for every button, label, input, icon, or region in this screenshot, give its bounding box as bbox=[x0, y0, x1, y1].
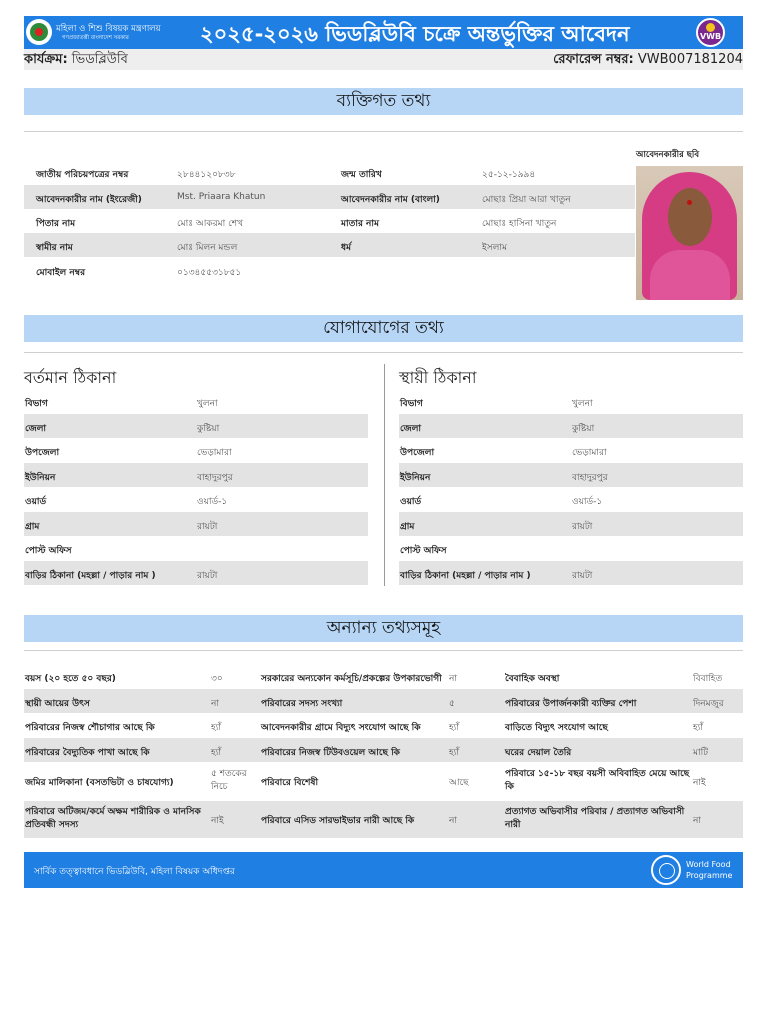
field-value: না bbox=[449, 816, 457, 826]
field-value: নাই bbox=[693, 778, 706, 788]
field-label: বয়স (২০ হতে ৫০ বছর) bbox=[25, 674, 116, 684]
field-value: ভেড়ামারা bbox=[572, 448, 607, 458]
section-personal-title: ব্যক্তিগত তথ্য bbox=[24, 88, 743, 115]
field-label: জেলা bbox=[400, 424, 422, 434]
field-value: নাই bbox=[211, 816, 224, 826]
field-value: ভেড়ামারা bbox=[197, 448, 232, 458]
field-label: ওয়ার্ড bbox=[25, 497, 47, 507]
field-label: গ্রাম bbox=[25, 522, 40, 532]
field-value: ৫ bbox=[449, 699, 455, 709]
field-label: জমির মালিকানা (বসতভিটা ও চাষযোগ্য) bbox=[25, 778, 174, 788]
reference-value: VWB007181204 bbox=[637, 52, 743, 67]
field-value: ২৮৪৪১২০৮৩৮ bbox=[177, 170, 236, 180]
field-label: পরিবারে ১৫-১৮ বছর বয়সী অবিবাহিত মেয়ে আছে কি bbox=[505, 769, 690, 792]
field-value: মোছাঃ হাসিনা খাতুন bbox=[482, 219, 557, 229]
field-value: আছে bbox=[449, 778, 469, 788]
program-label: কার্যক্রম: bbox=[24, 52, 68, 67]
field-value: মাটি bbox=[693, 748, 709, 758]
program-info bbox=[24, 50, 128, 68]
field-label: আবেদনকারীর নাম (ইংরেজী) bbox=[36, 195, 142, 205]
field-value: বাহাদুরপুর bbox=[197, 473, 233, 483]
personal-row bbox=[24, 160, 635, 184]
field-label: আবেদনকারীর গ্রামে বিদ্যুৎ সংযোগ আছে কি bbox=[261, 723, 421, 733]
permanent-address-row bbox=[399, 438, 743, 462]
field-label: জন্ম তারিখ bbox=[341, 170, 382, 180]
section-other-title: অন্যান্য তথ্যসমূহ bbox=[24, 615, 743, 642]
field-label: বাড়ির ঠিকানা (মহল্লা / পাড়ার নাম ) bbox=[25, 571, 156, 581]
field-label: পরিবারের উপার্জনকারী ব্যক্তির পেশা bbox=[505, 699, 637, 709]
field-value: হ্যাঁ bbox=[211, 723, 221, 733]
photo-label: আবেদনকারীর ছবি bbox=[636, 150, 700, 160]
field-label: ইউনিয়ন bbox=[25, 473, 56, 483]
present-address-title: বর্তমান ঠিকানা bbox=[24, 368, 117, 387]
wfp-name-line1: World Food bbox=[686, 860, 731, 869]
permanent-address-row bbox=[399, 487, 743, 511]
field-label: পোস্ট অফিস bbox=[25, 546, 72, 556]
field-label: ওয়ার্ড bbox=[400, 497, 422, 507]
field-label: পোস্ট অফিস bbox=[400, 546, 447, 556]
permanent-address-row bbox=[399, 536, 743, 560]
field-label: ইউনিয়ন bbox=[400, 473, 431, 483]
field-value: হ্যাঁ bbox=[449, 748, 459, 758]
field-label: ঘরের দেয়াল তৈরি bbox=[505, 748, 572, 758]
field-label: পরিবারের বৈদ্যুতিক পাখা আছে কি bbox=[25, 748, 150, 758]
field-label: প্রত্যাগত অভিবাসীর পরিবার / প্রত্যাগত অভিবাসী নারী bbox=[505, 807, 685, 830]
field-label: পরিবারে এসিড সারভাইভার নারী আছে কি bbox=[261, 816, 415, 826]
column-divider bbox=[384, 364, 385, 586]
field-value: বিবাহিত bbox=[693, 674, 723, 684]
field-value: রায়টা bbox=[572, 522, 593, 532]
field-value: না bbox=[211, 699, 219, 709]
ministry-name: মহিলা ও শিশু বিষয়ক মন্ত্রণালয় bbox=[56, 24, 161, 34]
field-label: উপজেলা bbox=[400, 448, 435, 458]
field-label: পরিবারে বিশেষী bbox=[261, 778, 319, 788]
field-label: বিভাগ bbox=[400, 399, 423, 409]
permanent-address-row bbox=[399, 389, 743, 413]
reference-label: রেফারেন্স নম্বর: bbox=[553, 52, 634, 67]
field-value: ৫ শতকের নিচে bbox=[211, 769, 247, 792]
permanent-address-title: স্থায়ী ঠিকানা bbox=[399, 368, 477, 387]
field-label: জেলা bbox=[25, 424, 47, 434]
field-label: স্থায়ী আয়ের উৎস bbox=[25, 699, 90, 709]
field-label: পরিবারে অটিজম/কর্মে অক্ষম শারীরিক ও মানসিক প্রতিবন্ধী সদস্য bbox=[25, 807, 201, 830]
field-value: কুষ্টিয়া bbox=[572, 424, 595, 434]
field-value: দিনমজুর bbox=[693, 699, 724, 709]
field-value: ওয়ার্ড-১ bbox=[197, 497, 228, 507]
field-value: মোঃ মিলন মন্ডল bbox=[177, 243, 238, 253]
present-address-row bbox=[24, 487, 368, 511]
permanent-address-row bbox=[399, 561, 743, 585]
field-value: ০১৩৪৫৫৩১৮৫১ bbox=[177, 268, 242, 278]
applicant-photo bbox=[636, 166, 743, 300]
divider bbox=[24, 650, 743, 651]
other-row bbox=[24, 762, 743, 800]
field-value: হ্যাঁ bbox=[449, 723, 459, 733]
personal-row bbox=[24, 185, 635, 209]
field-value: রায়টা bbox=[197, 522, 218, 532]
field-label: স্বামীর নাম bbox=[36, 243, 73, 253]
present-address-row bbox=[24, 414, 368, 438]
field-label: গ্রাম bbox=[400, 522, 415, 532]
field-label: মোবাইল নম্বর bbox=[36, 268, 86, 278]
other-row bbox=[24, 664, 743, 688]
footer-text: সার্বিক তত্ত্বাবধানে ভিডব্লিউবি, মহিলা বিষয়ক অধিদপ্তর bbox=[34, 867, 235, 877]
program-value: ভিডব্লিউবি bbox=[71, 52, 128, 67]
wfp-name-line2: Programme bbox=[686, 871, 733, 880]
field-value: রায়টা bbox=[197, 571, 218, 581]
field-label: পরিবারের সদস্য সংখ্যা bbox=[261, 699, 343, 709]
field-label: মাতার নাম bbox=[341, 219, 380, 229]
vwb-logo: VWB bbox=[696, 18, 725, 47]
field-value: মোছাঃ প্রিয়া আরা খাতুন bbox=[482, 195, 571, 205]
field-value: খুলনা bbox=[572, 399, 593, 409]
field-label: ধর্ম bbox=[341, 243, 352, 253]
field-value: হ্যাঁ bbox=[693, 723, 703, 733]
present-address-row bbox=[24, 463, 368, 487]
field-value: হ্যাঁ bbox=[211, 748, 221, 758]
section-contact-title: যোগাযোগের তথ্য bbox=[24, 315, 743, 342]
other-row bbox=[24, 801, 743, 838]
field-label: সরকারের অন্যকোন কর্মসূচি/প্রকল্পের উপকারভোগী bbox=[261, 674, 442, 684]
present-address-row bbox=[24, 536, 368, 560]
field-value: ইসলাম bbox=[482, 243, 507, 253]
present-address-row bbox=[24, 438, 368, 462]
other-row bbox=[24, 738, 743, 762]
personal-row bbox=[24, 233, 635, 257]
field-value: খুলনা bbox=[197, 399, 218, 409]
reference-info bbox=[553, 50, 743, 68]
personal-row bbox=[24, 258, 635, 282]
field-value: মোঃ আকরমা শেখ bbox=[177, 219, 244, 229]
field-value: Mst. Priaara Khatun bbox=[177, 192, 266, 202]
government-name: গণপ্রজাতন্ত্রী বাংলাদেশ সরকার bbox=[62, 35, 129, 41]
field-label: পিতার নাম bbox=[36, 219, 76, 229]
field-label: জাতীয় পরিচয়পত্রের নম্বর bbox=[36, 170, 129, 180]
present-address-row bbox=[24, 561, 368, 585]
divider bbox=[24, 131, 743, 132]
other-row bbox=[24, 689, 743, 713]
page-header bbox=[24, 16, 743, 49]
field-value: না bbox=[449, 674, 457, 684]
divider bbox=[24, 352, 743, 353]
present-address-row bbox=[24, 512, 368, 536]
permanent-address-row bbox=[399, 463, 743, 487]
field-label: পরিবারের নিজস্ব শৌচাগার আছে কি bbox=[25, 723, 155, 733]
field-label: আবেদনকারীর নাম (বাংলা) bbox=[341, 195, 440, 205]
other-row bbox=[24, 713, 743, 737]
wfp-emblem-icon bbox=[651, 855, 681, 885]
field-value: না bbox=[693, 816, 701, 826]
field-label: বাড়ির ঠিকানা (মহল্লা / পাড়ার নাম ) bbox=[400, 571, 531, 581]
permanent-address-row bbox=[399, 414, 743, 438]
page-title: ২০২৫-২০২৬ ভিডব্লিউবি চক্রে অন্তর্ভুক্তির আবেদন bbox=[200, 22, 630, 46]
field-value: ২৫-১২-১৯৯৪ bbox=[482, 170, 536, 180]
field-value: কুষ্টিয়া bbox=[197, 424, 220, 434]
government-emblem-icon bbox=[26, 19, 52, 45]
page-footer bbox=[24, 852, 743, 888]
field-value: ওয়ার্ড-১ bbox=[572, 497, 603, 507]
field-label: বৈবাহিক অবস্থা bbox=[505, 674, 560, 684]
present-address-row bbox=[24, 389, 368, 413]
field-value: বাহাদুরপুর bbox=[572, 473, 608, 483]
permanent-address-row bbox=[399, 512, 743, 536]
field-label: বাড়িতে বিদ্যুৎ সংযোগ আছে bbox=[505, 723, 608, 733]
field-label: বিভাগ bbox=[25, 399, 48, 409]
field-value: রায়টা bbox=[572, 571, 593, 581]
field-value: ৩০ bbox=[211, 674, 223, 684]
personal-row bbox=[24, 209, 635, 233]
field-label: উপজেলা bbox=[25, 448, 60, 458]
field-label: পরিবারের নিজস্ব টিউবওয়েল আছে কি bbox=[261, 748, 400, 758]
